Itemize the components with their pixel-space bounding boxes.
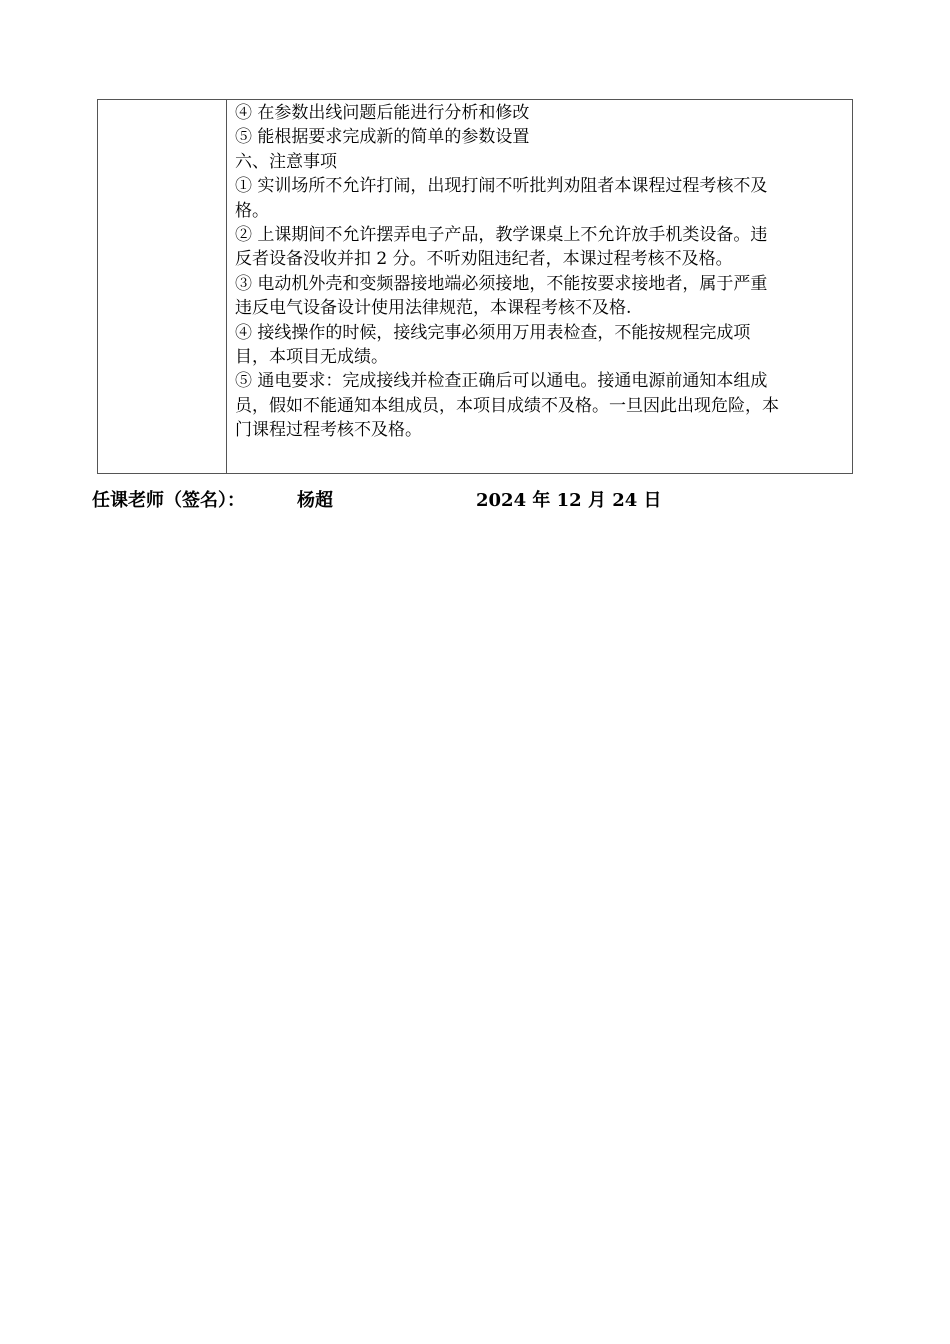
text-line: 格。: [235, 200, 269, 221]
text-line: ④ 在参数出线问题后能进行分析和修改: [235, 103, 530, 123]
text-line: 目，本项目无成绩。: [235, 346, 388, 367]
table-left-cell: [98, 100, 227, 473]
text-line: 员，假如不能通知本组成员，本项目成绩不及格。一旦因此出现危险，本: [235, 395, 779, 416]
content-table: [97, 99, 853, 474]
text-line: ⑤ 能根据要求完成新的简单的参数设置: [235, 127, 530, 148]
text-line: 门课程过程考核不及格。: [235, 420, 422, 441]
text-line: 违反电气设备设计使用法律规范，本课程考核不及格.: [235, 298, 632, 319]
text-line: ① 实训场所不允许打闹，出现打闹不听批判劝阻者本课程过程考核不及: [235, 176, 768, 197]
sign-date: 2024 年 12 月 24 日: [476, 490, 662, 511]
text-line: ② 上课期间不允许摆弄电子产品，教学课桌上不允许放手机类设备。违: [235, 224, 768, 245]
table-right-cell: [227, 100, 852, 473]
section-heading: 六、注意事项: [235, 151, 337, 172]
text-line: ③ 电动机外壳和变频器接地端必须接地，不能按要求接地者，属于严重: [235, 273, 768, 294]
signer-label: 任课老师（签名）：: [92, 490, 245, 511]
text-line: 反者设备没收并扣 2 分。不听劝阻违纪者，本课过程考核不及格。: [235, 249, 733, 270]
text-line: ④ 接线操作的时候，接线完事必须用万用表检查，不能按规程完成项: [235, 322, 751, 343]
signer-name: 杨超: [297, 490, 333, 511]
text-line: ⑤ 通电要求：完成接线并检查正确后可以通电。接通电源前通知本组成: [235, 371, 768, 392]
signature-footer: [92, 487, 872, 515]
